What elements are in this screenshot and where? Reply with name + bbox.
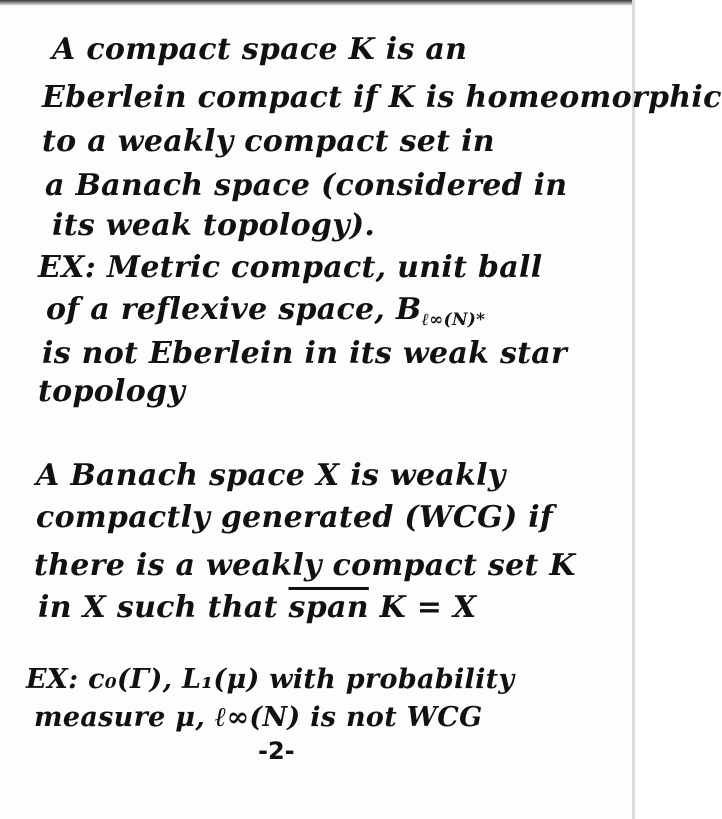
definition-eberlein-line-3: to a weakly compact set in [42, 124, 495, 159]
definition-wcg-line-4-pre: in X such that [38, 590, 289, 625]
scan-top-edge [0, 0, 635, 6]
example-2-line-2: measure μ, ℓ∞(N) is not WCG [34, 702, 483, 733]
definition-wcg-line-4 [38, 590, 476, 625]
definition-eberlein-line-1: A compact space K is an [52, 32, 468, 67]
page-number: -2- [258, 737, 295, 765]
example-1-line-4: topology [38, 374, 186, 409]
example-1-line-3: is not Eberlein in its weak star [42, 336, 568, 371]
definition-wcg-line-3: there is a weakly compact set K [34, 548, 576, 583]
definition-wcg-line-4-post: K = X [368, 590, 477, 625]
definition-wcg-line-1: A Banach space X is weakly [36, 458, 506, 493]
definition-eberlein-line-5: its weak topology). [52, 208, 376, 243]
definition-eberlein-line-2: Eberlein compact if K is homeomorphic [42, 80, 722, 115]
span-closure: span [288, 590, 369, 625]
example-1-subscript: ℓ∞(N)* [421, 310, 486, 330]
example-1-line-2-text: of a reflexive space, B [46, 292, 422, 327]
scan-right-edge [632, 0, 635, 819]
example-1-line-2 [46, 292, 485, 330]
example-2-line-1: EX: c₀(Γ), L₁(μ) with probability [26, 664, 515, 695]
example-1-line-1: EX: Metric compact, unit ball [38, 250, 543, 285]
definition-wcg-line-2: compactly generated (WCG) if [36, 500, 554, 535]
definition-eberlein-line-4: a Banach space (considered in [45, 168, 568, 203]
